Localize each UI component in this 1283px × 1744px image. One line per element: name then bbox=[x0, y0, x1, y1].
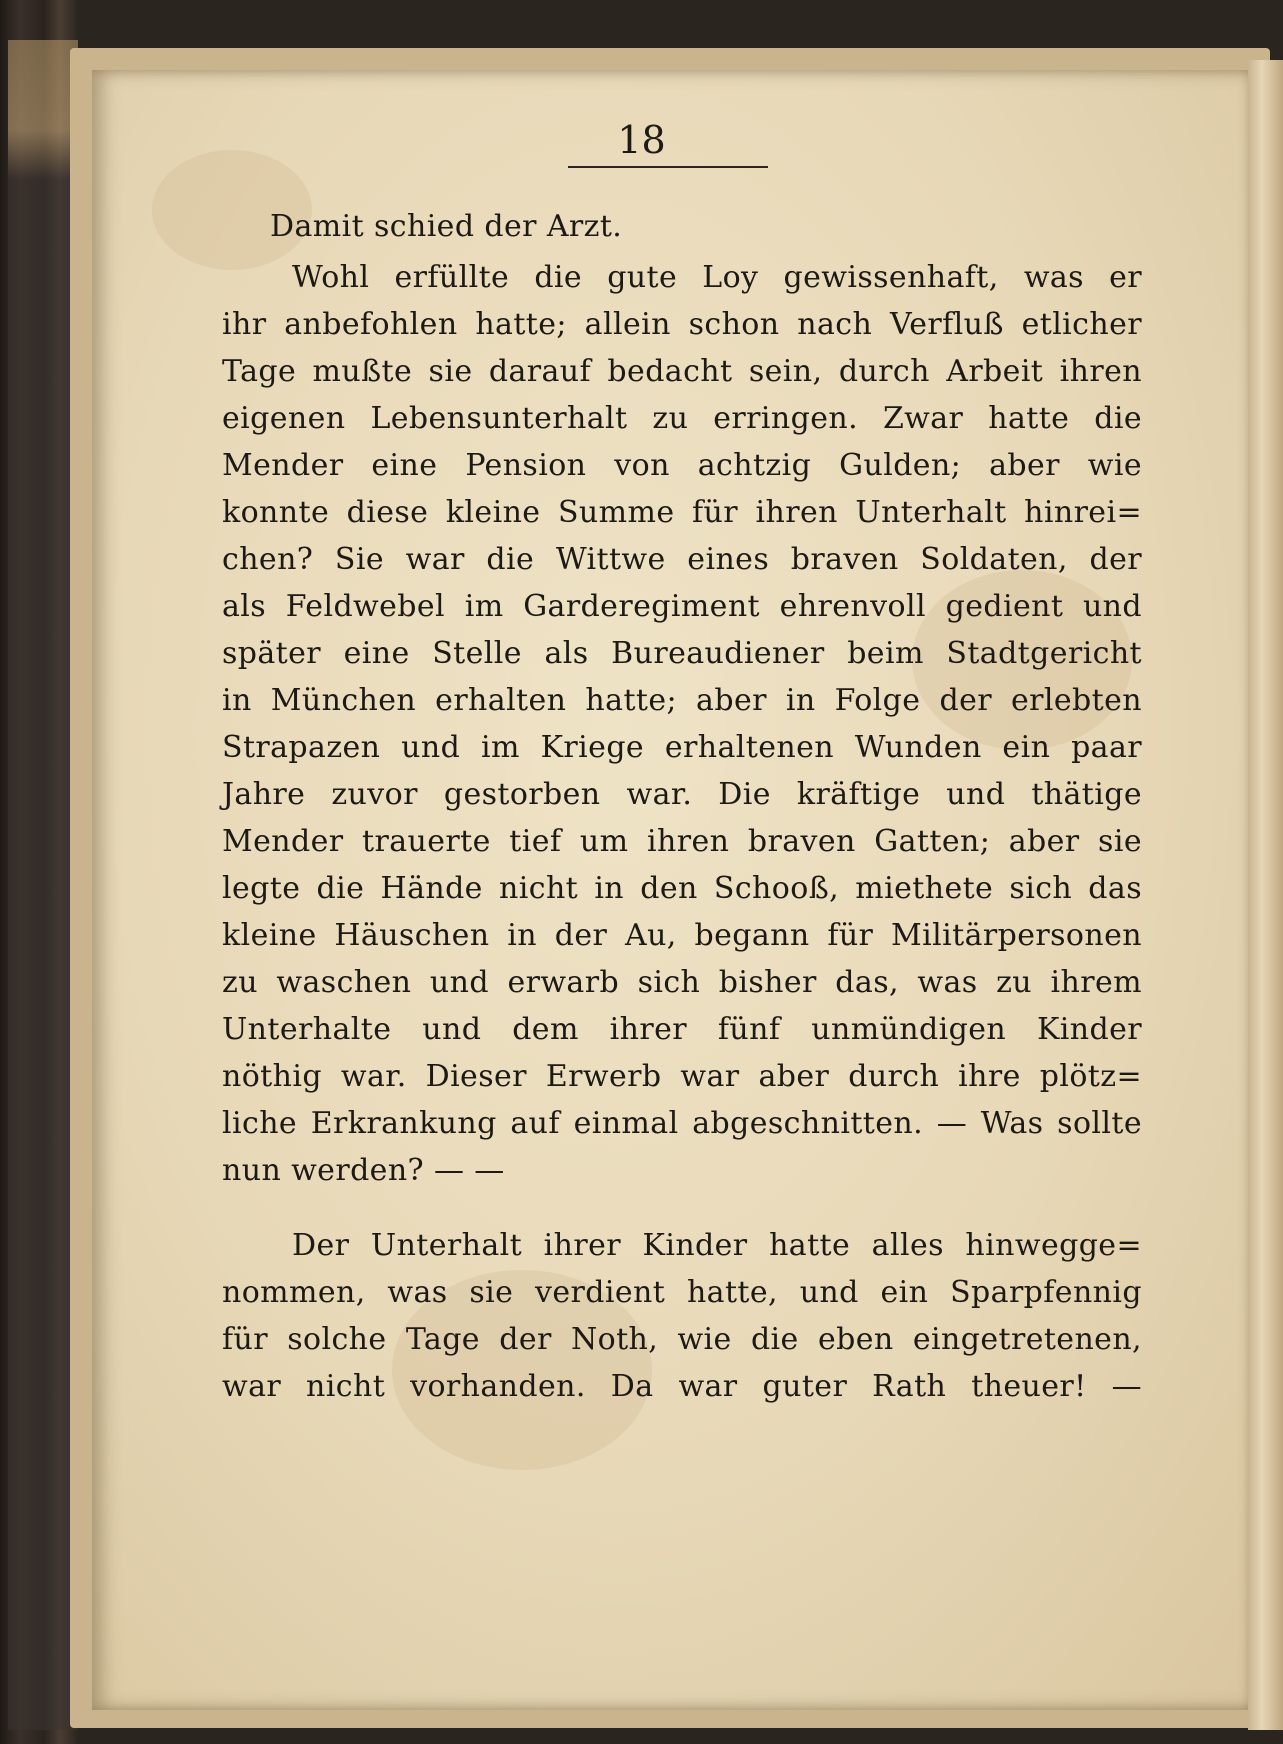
text-line: in München erhalten hatte; aber in Folge der erlebten bbox=[222, 683, 1142, 718]
text-line: liche Erkrankung auf einmal abgeschnitten. — Was sollte bbox=[222, 1106, 1142, 1141]
text-line: ihr anbefohlen hatte; allein schon nach Verfluß etlicher bbox=[222, 307, 1142, 342]
text-line: Mender trauerte tief um ihren braven Gatten; aber sie bbox=[222, 824, 1142, 859]
text-line: Damit schied der Arzt. bbox=[270, 209, 623, 244]
text-line: nöthig war. Dieser Erwerb war aber durch ihre plötz= bbox=[222, 1059, 1142, 1094]
text-line: nun werden? — — bbox=[222, 1153, 505, 1188]
text-line: später eine Stelle als Bureaudiener beim Stadtgericht bbox=[222, 636, 1142, 671]
text-line: war nicht vorhanden. Da war guter Rath theuer! — bbox=[222, 1369, 1142, 1404]
text-line: chen? Sie war die Wittwe eines braven Soldaten, der bbox=[222, 542, 1142, 577]
page-number: 18 bbox=[617, 118, 666, 162]
text-line: Mender eine Pension von achtzig Gulden; aber wie bbox=[222, 448, 1142, 483]
text-line: kleine Häuschen in der Au, begann für Militärpersonen bbox=[222, 918, 1142, 953]
text-line: Jahre zuvor gestorben war. Die kräftige und thätige bbox=[222, 777, 1142, 812]
text-line: zu waschen und erwarb sich bisher das, was zu ihrem bbox=[222, 965, 1142, 1000]
text-line: Unterhalte und dem ihrer fünf unmündigen Kinder bbox=[222, 1012, 1142, 1047]
text-line: Wohl erfüllte die gute Loy gewissenhaft, was er bbox=[292, 260, 1142, 295]
text-line: legte die Hände nicht in den Schooß, miethete sich das bbox=[222, 871, 1142, 906]
header-rule bbox=[568, 166, 768, 168]
text-line: eigenen Lebensunterhalt zu erringen. Zwar hatte die bbox=[222, 401, 1142, 436]
text-line: Der Unterhalt ihrer Kinder hatte alles hinwegge= bbox=[292, 1228, 1142, 1263]
text-line: Tage mußte sie darauf bedacht sein, durch Arbeit ihren bbox=[222, 354, 1142, 389]
text-line: nommen, was sie verdient hatte, und ein Sparpfennig bbox=[222, 1275, 1142, 1310]
text-line: als Feldwebel im Garderegiment ehrenvoll gedient und bbox=[222, 589, 1142, 624]
text-line: konnte diese kleine Summe für ihren Unterhalt hinrei= bbox=[222, 495, 1142, 530]
book-spine-edge bbox=[8, 40, 78, 1730]
text-line: Strapazen und im Kriege erhaltenen Wunden ein paar bbox=[222, 730, 1142, 765]
text-line: für solche Tage der Noth, wie die eben eingetretenen, bbox=[222, 1322, 1142, 1357]
page-gutter bbox=[1248, 60, 1283, 1730]
